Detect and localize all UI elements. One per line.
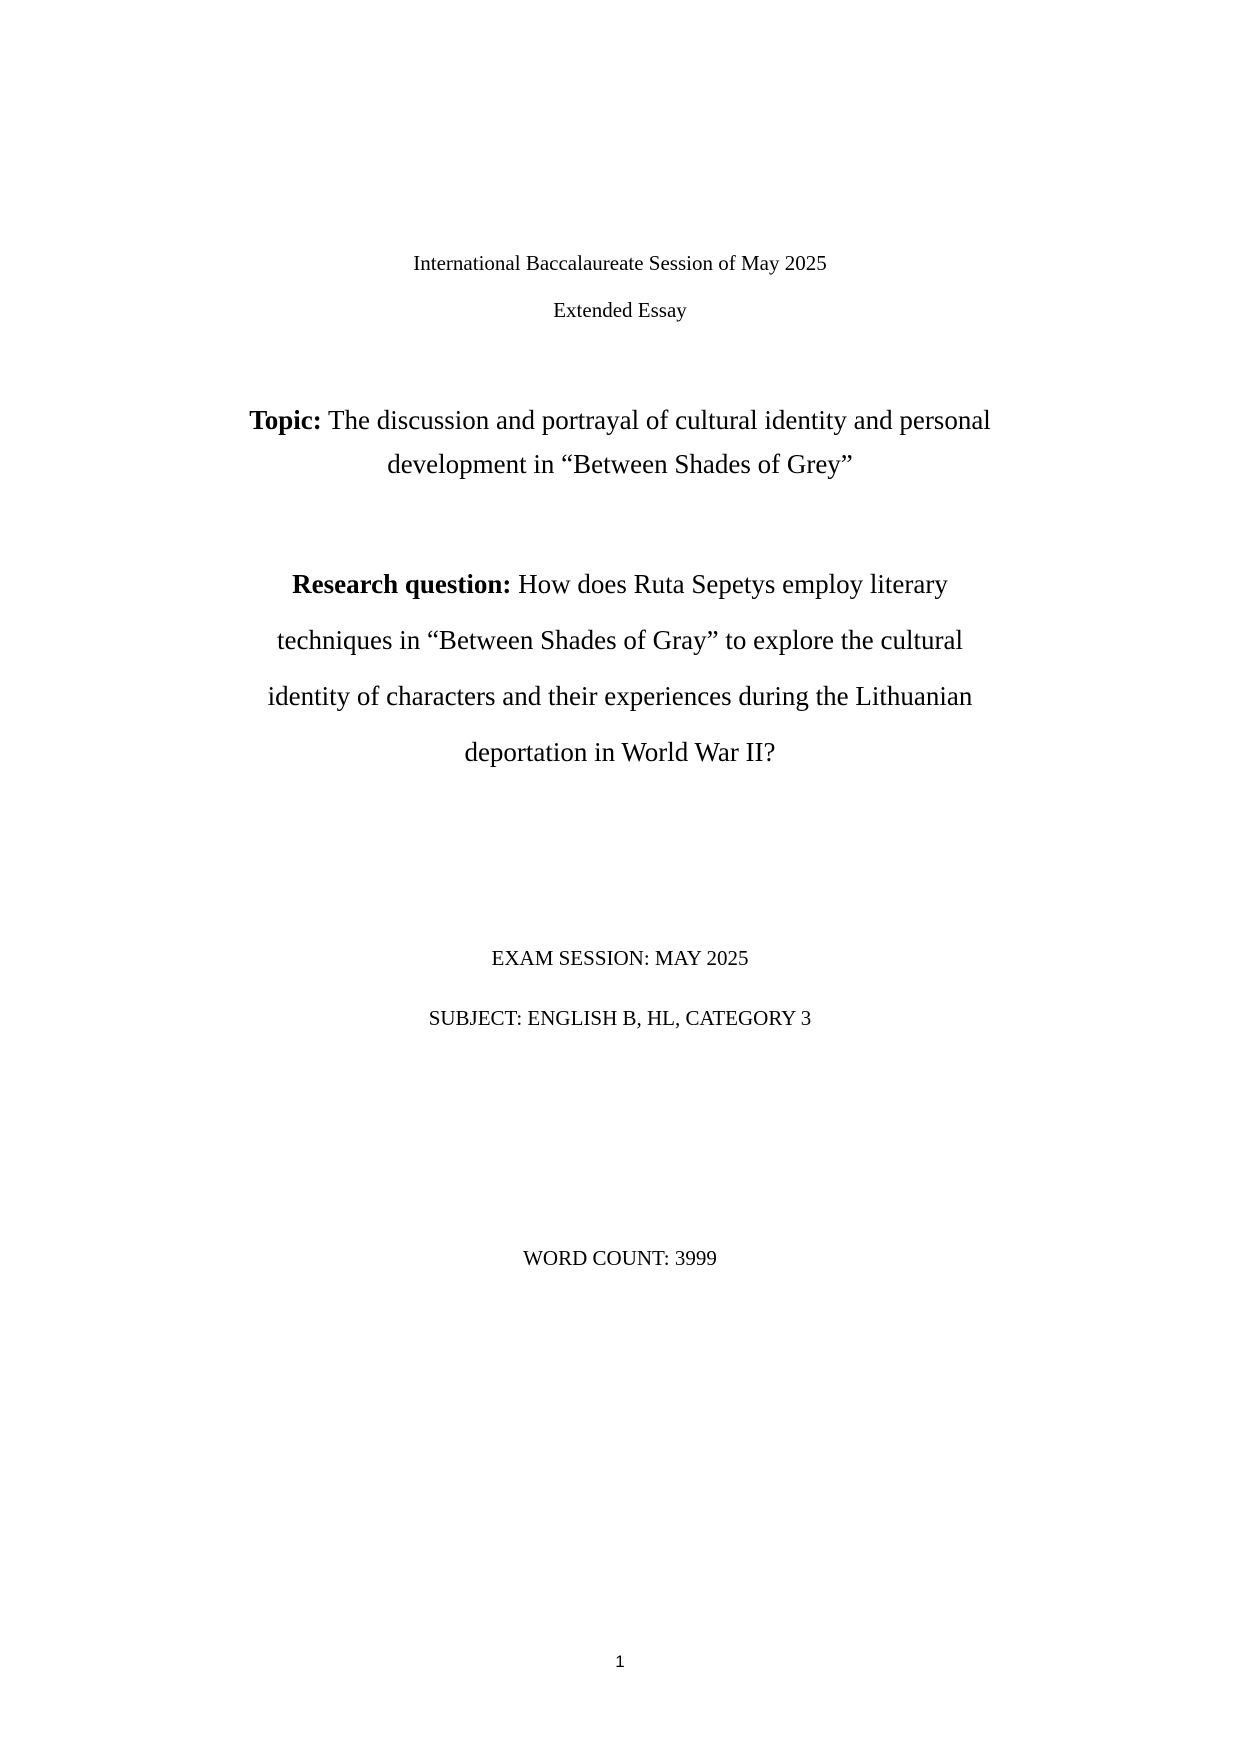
research-question-paragraph <box>150 556 1090 780</box>
subject-line: SUBJECT: ENGLISH B, HL, CATEGORY 3 <box>428 1006 812 1030</box>
exam-session-line: EXAM SESSION: MAY 2025 <box>491 946 749 970</box>
topic-label: Topic: <box>249 405 322 435</box>
exam-details <box>150 928 1090 1048</box>
topic-line-1-text: The discussion and portrayal of cultural identity and personal <box>321 405 991 435</box>
topic-line-1 <box>150 398 1090 442</box>
session-line: International Baccalaureate Session of May 2025 <box>413 251 827 275</box>
research-question-line-1-text: How does Ruta Sepetys employ literary <box>511 569 948 599</box>
research-question-line-1 <box>150 556 1090 612</box>
document-header <box>150 240 1090 334</box>
research-question-line-3: identity of characters and their experiences during the Lithuanian <box>267 681 973 711</box>
word-count-line: WORD COUNT: 3999 <box>523 1246 717 1270</box>
topic-paragraph <box>150 398 1090 486</box>
research-question-line-4: deportation in World War II? <box>464 737 776 767</box>
research-question-line-2: techniques in “Between Shades of Gray” to explore the cultural <box>276 625 963 655</box>
page-number: 1 <box>615 1652 625 1671</box>
essay-type-line: Extended Essay <box>553 298 687 322</box>
topic-line-2: development in “Between Shades of Grey” <box>387 449 853 479</box>
research-question-label: Research question: <box>292 569 512 599</box>
